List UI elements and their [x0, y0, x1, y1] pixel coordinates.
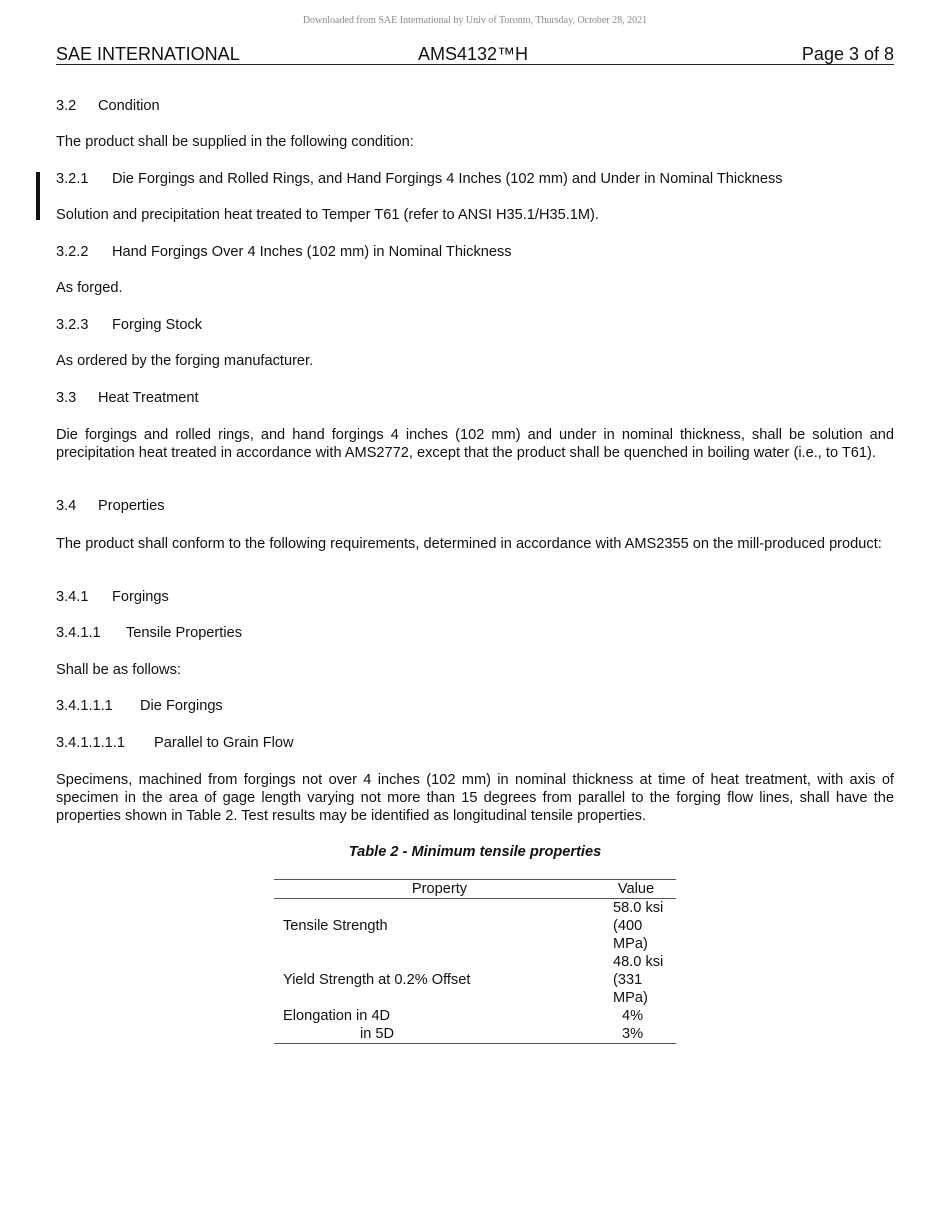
table-row — [274, 953, 676, 1007]
property-cell: Tensile Strength — [283, 918, 388, 934]
paragraph-3-3: Die forgings and rolled rings, and hand forgings 4 inches (102 mm) and under in nominal thickness, shall be solution and precipitation heat treated in accordance with AMS2772, except that the product shall be quenched in boiling water (i.e., to T61). — [56, 427, 894, 461]
section-title: Properties — [98, 498, 165, 514]
section-title: Forging Stock — [112, 317, 203, 333]
section-heading-3-2-2 — [56, 244, 512, 260]
section-number: 3.3 — [56, 390, 77, 406]
section-number: 3.2.3 — [56, 317, 89, 333]
section-number: 3.4.1 — [56, 589, 89, 605]
paragraph-3-2-1: Solution and precipitation heat treated to Temper T61 (refer to ANSI H35.1/H35.1M). — [56, 207, 599, 223]
tensile-properties-table — [274, 879, 676, 1044]
section-title: Hand Forgings Over 4 Inches (102 mm) in Nominal Thickness — [112, 244, 512, 260]
paragraph-3-2-3: As ordered by the forging manufacturer. — [56, 353, 314, 369]
section-heading-3-2-3 — [56, 317, 202, 333]
section-number: 3.2 — [56, 98, 77, 114]
column-header-property: Property — [274, 880, 596, 899]
section-heading-3-2 — [56, 98, 160, 114]
section-heading-3-3 — [56, 390, 199, 406]
column-header-value: Value — [596, 880, 676, 899]
paragraph-3-4-1-1: Shall be as follows: — [56, 662, 181, 678]
section-heading-3-4-1-1 — [56, 625, 242, 641]
section-title: Die Forgings and Rolled Rings, and Hand Forgings 4 Inches (102 mm) and Under in Nominal Thickness — [112, 171, 783, 187]
section-heading-3-2-1 — [56, 171, 783, 187]
value-cell: 4% — [622, 1008, 644, 1024]
table-row — [274, 1025, 676, 1044]
section-number: 3.2.1 — [56, 171, 89, 187]
table-row — [274, 899, 676, 954]
section-title: Die Forgings — [140, 698, 223, 714]
paragraph-3-2: The product shall be supplied in the following condition: — [56, 134, 414, 150]
page-header — [56, 44, 894, 65]
property-cell: Yield Strength at 0.2% Offset — [283, 972, 471, 988]
table-row — [274, 1007, 676, 1025]
paragraph-3-2-2: As forged. — [56, 280, 123, 296]
revision-change-bar — [36, 172, 40, 220]
value-cell: 58.0 ksi (400 MPa) — [613, 900, 664, 952]
section-heading-3-4-1-1-1-1 — [56, 735, 294, 751]
section-heading-3-4-1 — [56, 589, 169, 605]
property-cell: in 5D — [274, 1025, 596, 1044]
section-title: Parallel to Grain Flow — [154, 735, 294, 751]
section-number: 3.4 — [56, 498, 77, 514]
section-number: 3.2.2 — [56, 244, 89, 260]
paragraph-3-4: The product shall conform to the following requirements, determined in accordance with AMS2355 on the mill-produced product: — [56, 536, 882, 552]
value-cell: 48.0 ksi (331 MPa) — [613, 954, 664, 1006]
header-page-number: Page 3 of 8 — [801, 44, 894, 64]
paragraph-3-4-1-1-1-1: Specimens, machined from forgings not over 4 inches (102 mm) in nominal thickness at time of heat treatment, with axis of specimen in the area of gage length varying not more than 15 degrees from parallel to the forging flow lines, shall have the properties shown in Table 2. Test results may be identified as longitudinal tensile properties. — [56, 772, 894, 824]
section-heading-3-4-1-1-1 — [56, 698, 223, 714]
table-caption: Table 2 - Minimum tensile properties — [348, 844, 602, 860]
section-number: 3.4.1.1 — [56, 625, 101, 641]
property-cell: Elongation in 4D — [283, 1008, 391, 1024]
section-title: Heat Treatment — [98, 390, 199, 406]
section-number: 3.4.1.1.1.1 — [56, 735, 125, 751]
download-watermark: Downloaded from SAE International by Univ of Toronto, Thursday, October 28, 2021 — [302, 15, 648, 26]
header-organization: SAE INTERNATIONAL — [56, 44, 240, 64]
section-title: Forgings — [112, 589, 169, 605]
section-heading-3-4 — [56, 498, 165, 514]
section-title: Tensile Properties — [126, 625, 242, 641]
section-title: Condition — [98, 98, 160, 114]
value-cell: 3% — [596, 1025, 676, 1044]
header-document-number: AMS4132™H — [418, 44, 529, 64]
section-number: 3.4.1.1.1 — [56, 698, 113, 714]
table-header-row — [274, 880, 676, 899]
